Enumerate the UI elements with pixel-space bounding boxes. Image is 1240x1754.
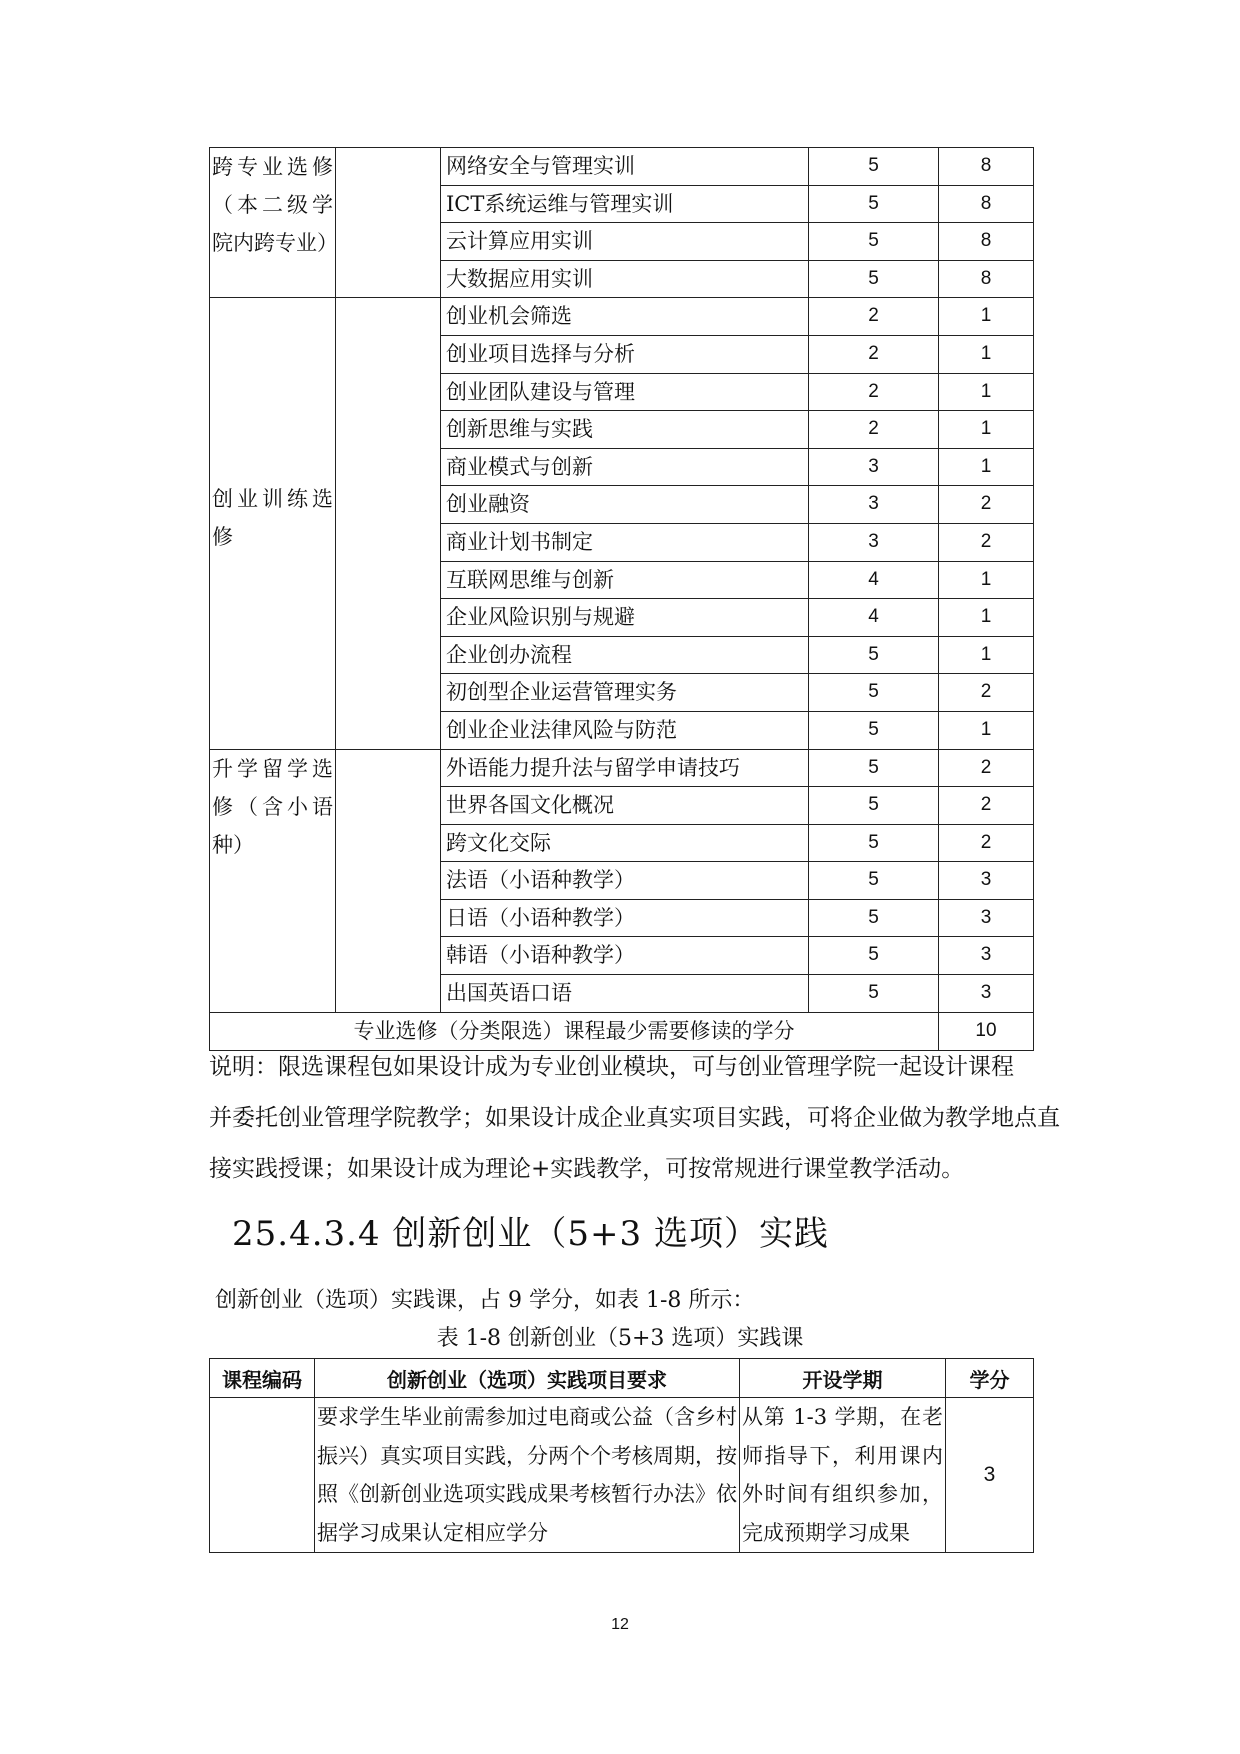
- credits-cell: 2: [939, 787, 1034, 825]
- semester-cell: 2: [809, 298, 939, 336]
- course-name-cell: 外语能力提升法与留学申请技巧: [441, 749, 809, 787]
- course-name-cell: 初创型企业运营管理实务: [441, 674, 809, 712]
- semester-cell: 2: [809, 373, 939, 411]
- course-code-cell: [336, 148, 441, 298]
- semester-cell: 从第 1-3 学期，在老师指导下，利用课内外时间有组织参加，完成预期学习成果: [740, 1398, 946, 1553]
- table-caption: 表 1-8 创新创业（5+3 选项）实践课: [436, 1326, 804, 1351]
- course-name-cell: 互联网思维与创新: [441, 561, 809, 599]
- course-code-cell: [336, 298, 441, 749]
- header-credits: 学分: [946, 1359, 1034, 1398]
- credits-cell: 3: [939, 975, 1034, 1013]
- semester-cell: 5: [809, 148, 939, 186]
- semester-cell: 5: [809, 787, 939, 825]
- page-number: 12: [611, 1616, 629, 1633]
- category-cell: 升学留学选修（含小语种）: [210, 749, 336, 1012]
- summary-label: 专业选修（分类限选）课程最少需要修读的学分: [210, 1012, 939, 1050]
- note-line-1: 说明：限选课程包如果设计成为专业创业模块，可与创业管理学院一起设计课程: [209, 1054, 1014, 1080]
- credits-cell: 1: [939, 298, 1034, 336]
- table-row: [210, 1398, 1034, 1553]
- credits-cell: 1: [939, 561, 1034, 599]
- semester-cell: 5: [809, 185, 939, 223]
- course-name-cell: 企业风险识别与规避: [441, 599, 809, 637]
- section-heading: 25.4.3.4 创新创业（5+3 选项）实践: [232, 1214, 829, 1254]
- course-name-cell: 创业项目选择与分析: [441, 335, 809, 373]
- semester-cell: 3: [809, 523, 939, 561]
- semester-cell: 3: [809, 486, 939, 524]
- semester-cell: 2: [809, 335, 939, 373]
- credits-cell: 3: [946, 1398, 1034, 1553]
- credits-cell: 8: [939, 223, 1034, 261]
- credits-cell: 1: [939, 636, 1034, 674]
- elective-courses-table: [209, 147, 1034, 1051]
- course-name-cell: 创新思维与实践: [441, 411, 809, 449]
- course-name-cell: 商业模式与创新: [441, 448, 809, 486]
- course-name-cell: 世界各国文化概况: [441, 787, 809, 825]
- semester-cell: 5: [809, 223, 939, 261]
- course-name-cell: 大数据应用实训: [441, 260, 809, 298]
- credits-cell: 1: [939, 373, 1034, 411]
- course-name-cell: 创业企业法律风险与防范: [441, 711, 809, 749]
- credits-cell: 2: [939, 486, 1034, 524]
- semester-cell: 5: [809, 674, 939, 712]
- note-line-2: 并委托创业管理学院教学；如果设计成企业真实项目实践，可将企业做为教学地点直: [209, 1105, 1060, 1131]
- course-name-cell: 商业计划书制定: [441, 523, 809, 561]
- table-row: [210, 298, 1034, 336]
- table-row: [210, 148, 1034, 186]
- semester-cell: 5: [809, 711, 939, 749]
- course-name-cell: 出国英语口语: [441, 975, 809, 1013]
- semester-cell: 4: [809, 561, 939, 599]
- semester-cell: 4: [809, 599, 939, 637]
- credits-cell: 1: [939, 711, 1034, 749]
- semester-cell: 5: [809, 824, 939, 862]
- semester-cell: 5: [809, 975, 939, 1013]
- credits-cell: 8: [939, 260, 1034, 298]
- course-name-cell: 日语（小语种教学）: [441, 899, 809, 937]
- course-name-cell: 企业创办流程: [441, 636, 809, 674]
- course-name-cell: ICT系统运维与管理实训: [441, 185, 809, 223]
- credits-cell: 1: [939, 599, 1034, 637]
- header-course-code: 课程编码: [210, 1359, 315, 1398]
- course-name-cell: 韩语（小语种教学）: [441, 937, 809, 975]
- header-semester: 开设学期: [740, 1359, 946, 1398]
- credits-cell: 1: [939, 448, 1034, 486]
- credits-cell: 1: [939, 411, 1034, 449]
- course-name-cell: 创业机会筛选: [441, 298, 809, 336]
- credits-cell: 2: [939, 674, 1034, 712]
- credits-cell: 2: [939, 824, 1034, 862]
- practice-course-table: [209, 1358, 1034, 1553]
- semester-cell: 3: [809, 448, 939, 486]
- semester-cell: 2: [809, 411, 939, 449]
- course-name-cell: 创业团队建设与管理: [441, 373, 809, 411]
- credits-cell: 8: [939, 185, 1034, 223]
- course-code-cell: [336, 749, 441, 1012]
- intro-text: 创新创业（选项）实践课，占 9 学分，如表 1-8 所示：: [215, 1288, 755, 1313]
- semester-cell: 5: [809, 937, 939, 975]
- header-requirement: 创新创业（选项）实践项目要求: [315, 1359, 740, 1398]
- credits-cell: 2: [939, 523, 1034, 561]
- semester-cell: 5: [809, 636, 939, 674]
- category-cell: 跨专业选修（本二级学院内跨专业）: [210, 148, 336, 298]
- summary-value: 10: [939, 1012, 1034, 1050]
- semester-cell: 5: [809, 862, 939, 900]
- requirement-cell: 要求学生毕业前需参加过电商或公益（含乡村振兴）真实项目实践，分两个个考核周期，按照《创新创业选项实践成果考核暂行办法》依据学习成果认定相应学分: [315, 1398, 740, 1553]
- course-name-cell: 网络安全与管理实训: [441, 148, 809, 186]
- credits-cell: 3: [939, 899, 1034, 937]
- credits-cell: 3: [939, 862, 1034, 900]
- credits-cell: 3: [939, 937, 1034, 975]
- course-name-cell: 跨文化交际: [441, 824, 809, 862]
- credits-cell: 1: [939, 335, 1034, 373]
- course-name-cell: 法语（小语种教学）: [441, 862, 809, 900]
- semester-cell: 5: [809, 899, 939, 937]
- category-cell: 创业训练选修: [210, 298, 336, 749]
- semester-cell: 5: [809, 260, 939, 298]
- course-code-cell: [210, 1398, 315, 1553]
- credits-cell: 2: [939, 749, 1034, 787]
- semester-cell: 5: [809, 749, 939, 787]
- table-row: [210, 749, 1034, 787]
- credits-cell: 8: [939, 148, 1034, 186]
- course-name-cell: 创业融资: [441, 486, 809, 524]
- course-name-cell: 云计算应用实训: [441, 223, 809, 261]
- note-line-3: 接实践授课；如果设计成为理论+实践教学，可按常规进行课堂教学活动。: [209, 1156, 965, 1182]
